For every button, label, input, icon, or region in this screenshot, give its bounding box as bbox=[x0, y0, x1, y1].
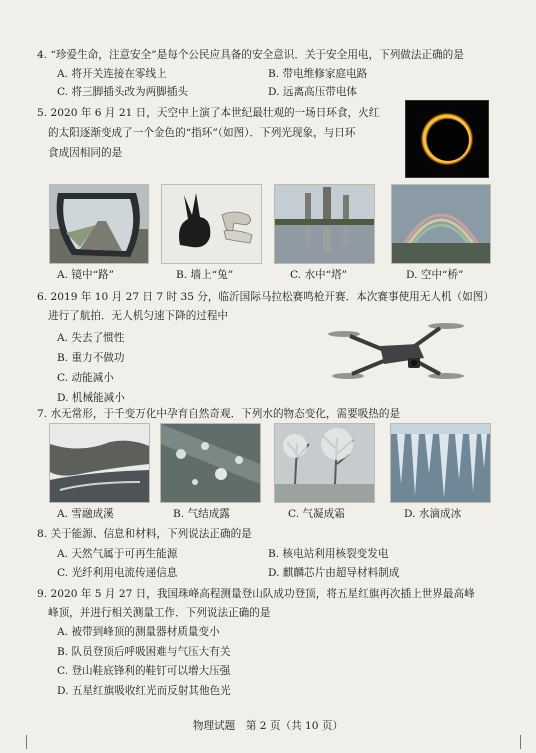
q8-option-c: C. 光纤利用电流传递信息 bbox=[57, 567, 178, 579]
q8-option-d: D. 麒麟芯片由超导材料制成 bbox=[268, 567, 400, 579]
q9-option-d: D. 五星红旗吸收红光而反射其他色光 bbox=[57, 685, 231, 697]
mirror-road-photo bbox=[49, 184, 149, 264]
shadow-rabbit-photo bbox=[161, 184, 262, 264]
scan-edge-mark bbox=[26, 735, 27, 749]
q6-stem-line1: 6. 2019 年 10 月 27 日 7 时 35 分，临沂国际马拉松赛鸣枪开赛．本次赛事使用无人机（如图） bbox=[37, 291, 494, 303]
page-footer: 物理试题 第 2 页（共 10 页） bbox=[192, 720, 344, 732]
q8-stem: 8. 关于能源、信息和材料，下列说法正确的是 bbox=[37, 528, 252, 540]
q7-stem: 7. 水无常形，于千变万化中孕育自然奇观．下列水的物态变化，需要吸热的是 bbox=[37, 408, 401, 420]
q8-option-a: A. 天然气属于可再生能源 bbox=[57, 548, 178, 560]
q7-option-d: D. 水滴成冰 bbox=[404, 508, 462, 520]
q6-option-b: B. 重力不做功 bbox=[57, 352, 125, 364]
q7-option-c: C. 气凝成霜 bbox=[288, 508, 345, 520]
q5-stem-line2: 的太阳逐渐变成了一个金色的“指环”（如图）．下列光现象，与日环 bbox=[48, 127, 356, 139]
q9-option-a: A. 被带到峰顶的测量器材质量变小 bbox=[57, 626, 220, 638]
water-tower-photo bbox=[274, 184, 375, 264]
q5-option-b: B. 墙上“兔” bbox=[176, 269, 234, 281]
q5-option-d: D. 空中“桥” bbox=[406, 269, 464, 281]
q5-stem-line3: 食成因相同的是 bbox=[48, 147, 123, 159]
q9-stem-line1: 9. 2020 年 5 月 27 日，我国珠峰高程测量登山队成功登顶，将五星红旗再次插上世界最高峰 bbox=[37, 588, 475, 600]
q9-stem-line2: 峰顶，并进行相关测量工作．下列说法正确的是 bbox=[48, 607, 271, 619]
q4-stem: 4. “珍爱生命，注意安全”是每个公民应具备的安全意识．关于安全用电，下列做法正确的是 bbox=[37, 49, 464, 61]
frost-trees-photo bbox=[274, 423, 375, 503]
q6-option-d: D. 机械能减小 bbox=[57, 392, 125, 404]
rainbow-photo bbox=[391, 184, 491, 264]
q7-option-a: A. 雪融成溪 bbox=[57, 508, 114, 520]
drone-photo bbox=[328, 318, 466, 390]
q4-option-a: A. 将开关连接在零线上 bbox=[57, 68, 167, 80]
scan-edge-mark bbox=[520, 735, 521, 749]
q9-option-b: B. 队员登顶后呼吸困难与气压大有关 bbox=[57, 646, 231, 658]
icicles-photo bbox=[390, 423, 491, 503]
snow-melting-photo bbox=[49, 423, 150, 503]
dew-drops-photo bbox=[160, 423, 261, 503]
q9-option-c: C. 登山鞋底锋利的鞋钉可以增大压强 bbox=[57, 665, 231, 677]
annular-eclipse-illustration bbox=[406, 101, 488, 177]
q5-option-c: C. 水中“塔” bbox=[290, 269, 348, 281]
q4-option-d: D. 远离高压带电体 bbox=[268, 86, 358, 98]
q5-option-a: A. 镜中“路” bbox=[57, 269, 114, 281]
q6-option-a: A. 失去了惯性 bbox=[57, 332, 125, 344]
q4-option-b: B. 带电维修家庭电路 bbox=[268, 68, 368, 80]
q8-option-b: B. 核电站利用核裂变发电 bbox=[268, 548, 389, 560]
q5-stem-line1: 5. 2020 年 6 月 21 日，天空中上演了本世纪最壮观的一场日环食，火红 bbox=[37, 107, 380, 119]
q4-option-c: C. 将三脚插头改为两脚插头 bbox=[57, 86, 188, 98]
q7-option-b: B. 气结成露 bbox=[173, 508, 230, 520]
solar-eclipse-photo bbox=[405, 100, 489, 178]
q6-stem-line2: 进行了航拍．无人机匀速下降的过程中 bbox=[48, 310, 229, 322]
q6-option-c: C. 动能减小 bbox=[57, 372, 114, 384]
